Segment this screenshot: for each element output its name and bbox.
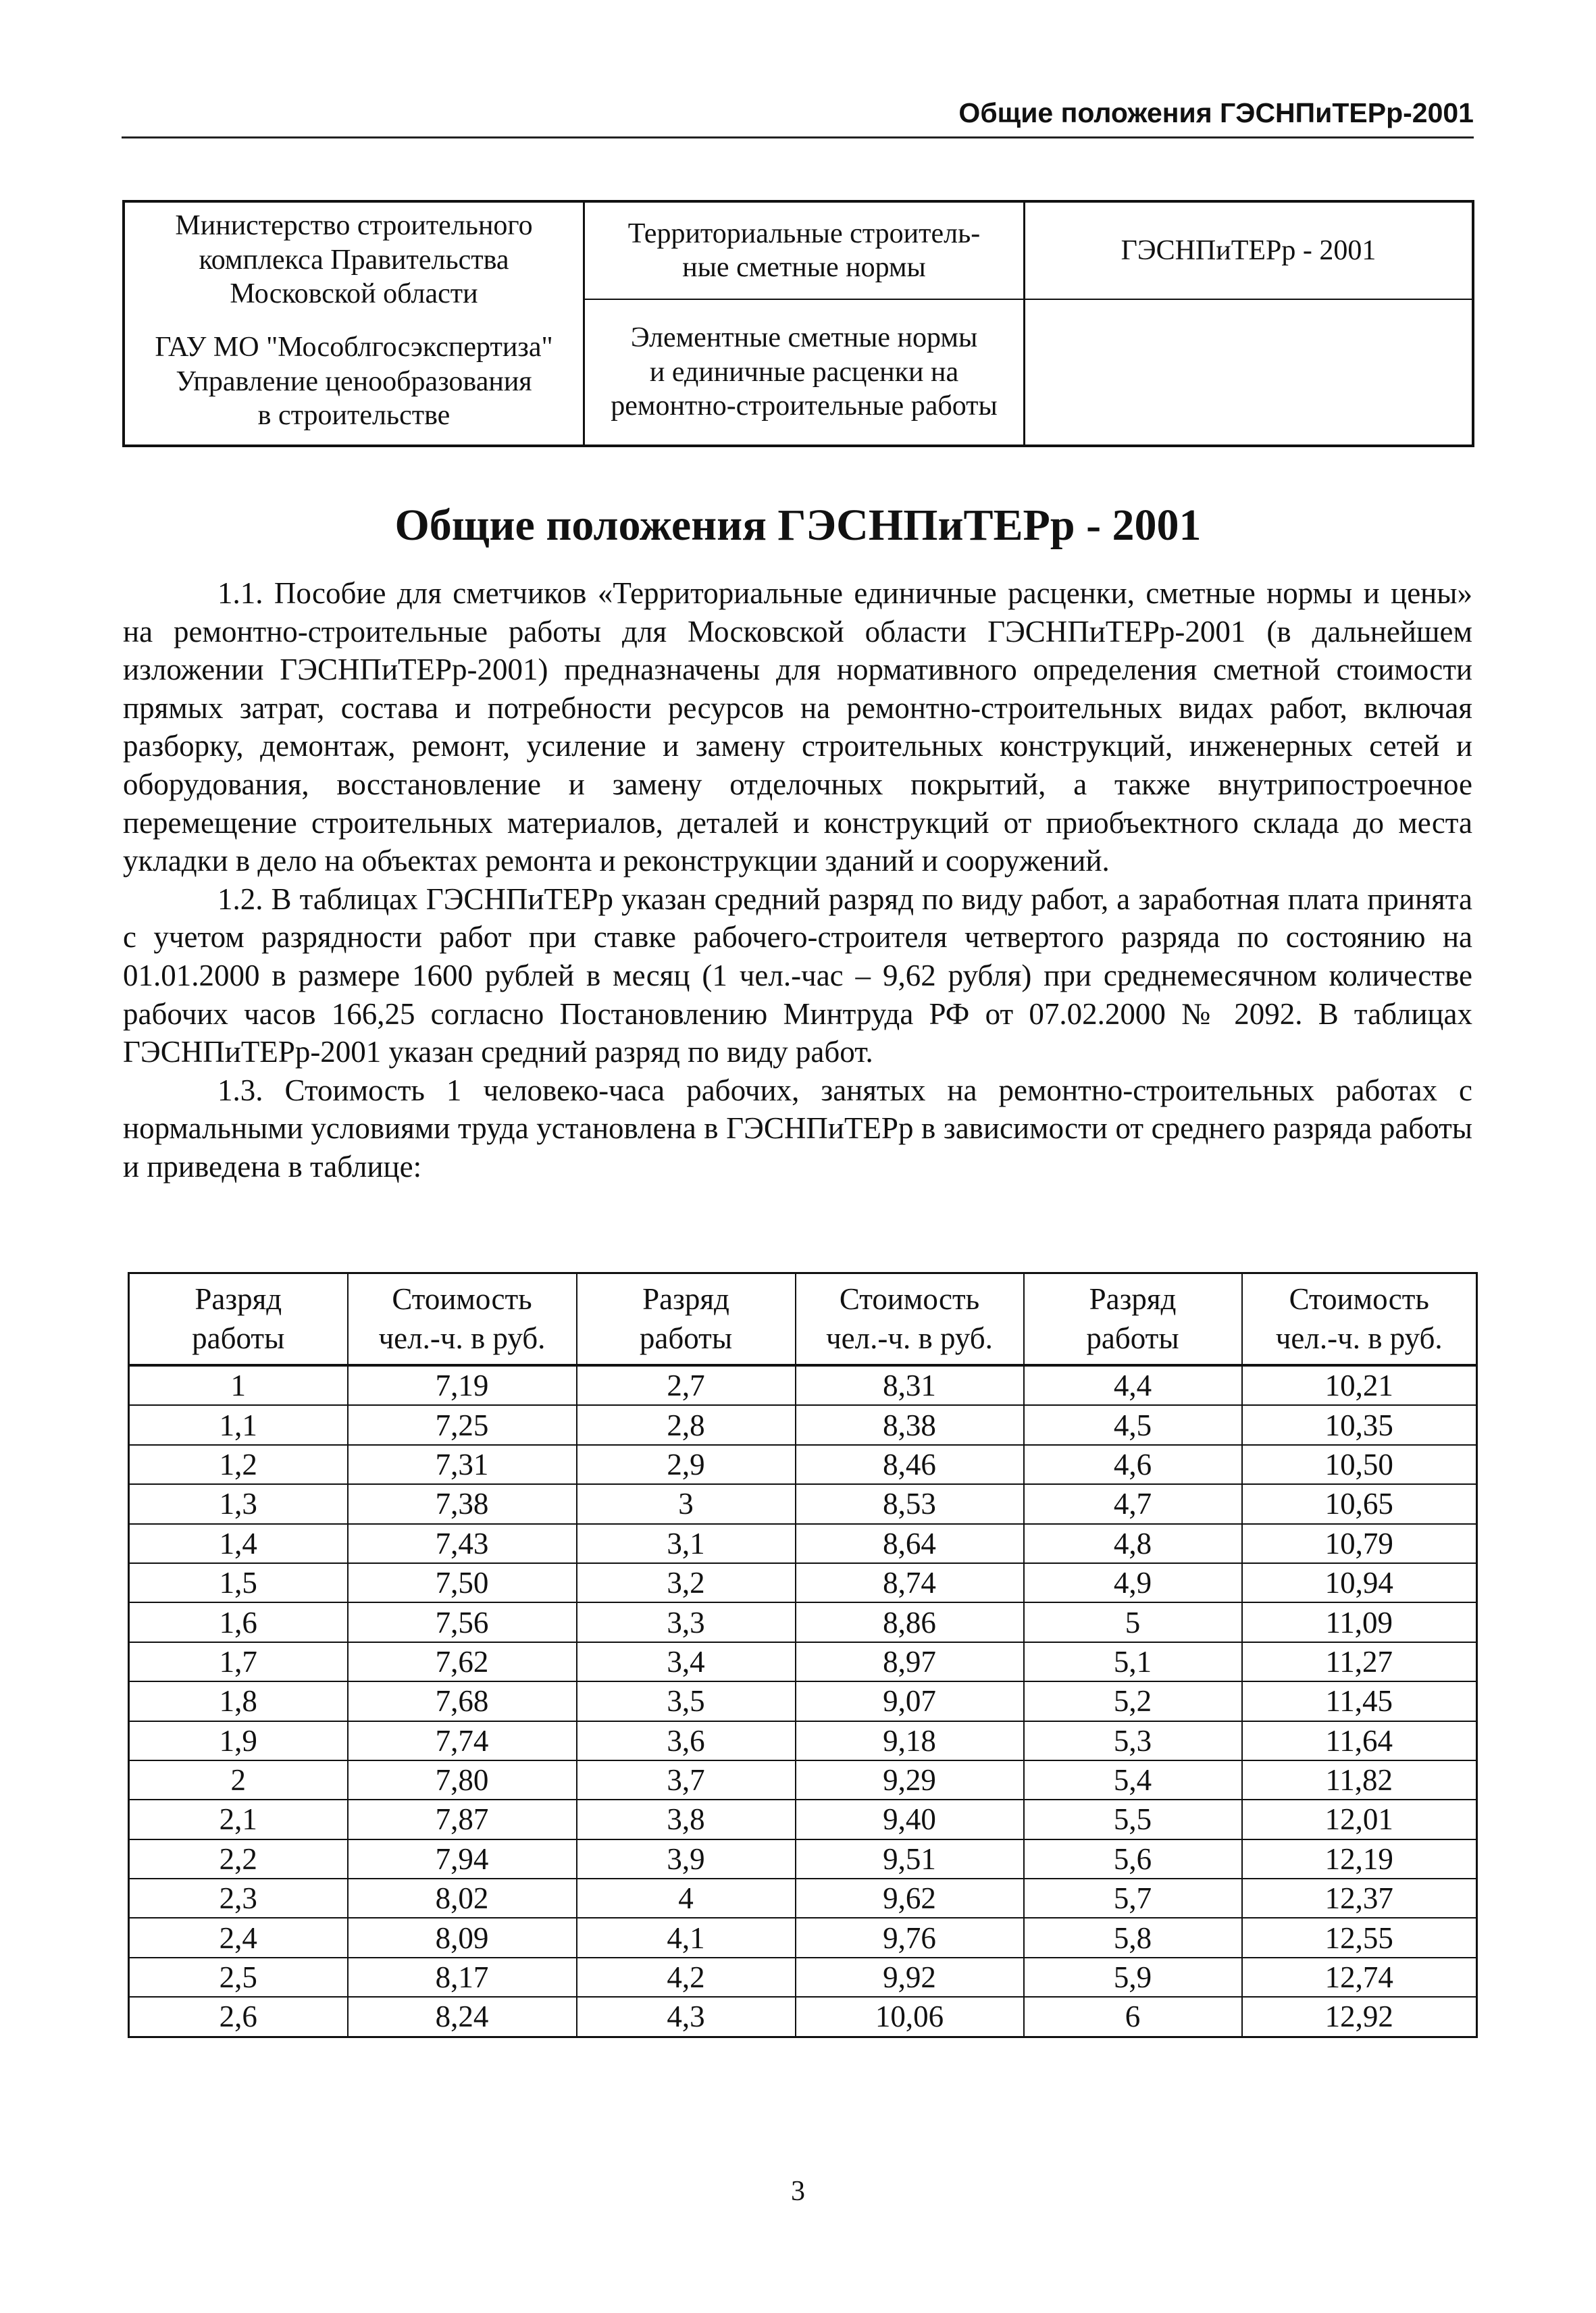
document-info-box: [122, 200, 1474, 447]
grade-cell: 3,5: [577, 1681, 796, 1721]
column-header-cost: Стоимость чел.-ч. в руб.: [1242, 1273, 1477, 1366]
grade-cell: 5,9: [1024, 1958, 1242, 1997]
grade-cell: 3,7: [577, 1760, 796, 1800]
grade-cell: 3,4: [577, 1642, 796, 1681]
cost-cell: 7,62: [348, 1642, 577, 1681]
grade-cell: 1,1: [129, 1405, 348, 1444]
grade-cell: 3,3: [577, 1602, 796, 1642]
body-text: [123, 574, 1472, 1186]
grade-cell: 5,6: [1024, 1839, 1242, 1879]
cost-cell: 11,45: [1242, 1681, 1477, 1721]
document-code: ГЭСНПиТЕРр - 2001: [1121, 234, 1376, 266]
grade-cell: 6: [1024, 1997, 1242, 2037]
document-title: Общие положения ГЭСНПиТЕРр - 2001: [394, 501, 1202, 550]
grade-cell: 2,9: [577, 1445, 796, 1484]
grade-cell: 5,4: [1024, 1760, 1242, 1800]
grade-cell: 2,8: [577, 1405, 796, 1444]
column-header-cost: Стоимость чел.-ч. в руб.: [796, 1273, 1024, 1366]
grade-cell: 4,4: [1024, 1365, 1242, 1405]
grade-cell: 2,5: [129, 1958, 348, 1997]
table-row: [129, 1405, 1477, 1444]
grade-cell: 4,8: [1024, 1524, 1242, 1563]
grade-cell: 1,5: [129, 1563, 348, 1602]
cost-cell: 8,46: [796, 1445, 1024, 1484]
grade-cell: 2: [129, 1760, 348, 1800]
cost-cell: 8,02: [348, 1879, 577, 1918]
cost-cell: 9,40: [796, 1800, 1024, 1839]
cost-cell: 7,56: [348, 1602, 577, 1642]
labor-rates-table: [128, 1272, 1478, 2038]
cost-cell: 8,97: [796, 1642, 1024, 1681]
cost-cell: 10,21: [1242, 1365, 1477, 1405]
table-row: [129, 1602, 1477, 1642]
cost-cell: 8,53: [796, 1484, 1024, 1523]
table-row: [129, 1760, 1477, 1800]
table-row: [129, 1681, 1477, 1721]
grade-cell: 1,3: [129, 1484, 348, 1523]
table-row: [129, 1839, 1477, 1879]
table-row: [129, 1879, 1477, 1918]
cost-cell: 11,09: [1242, 1602, 1477, 1642]
cost-cell: 9,51: [796, 1839, 1024, 1879]
paragraph-1-3: 1.3. Стоимость 1 человеко-часа рабочих, занятых на ремонтно-строительных работах с нормальными условиями труда установлена в ГЭСНПиТЕРр в зависимости от среднего разряда работы и приведена в таблице:: [123, 1073, 1472, 1184]
grade-cell: 4,7: [1024, 1484, 1242, 1523]
cost-cell: 9,76: [796, 1918, 1024, 1957]
cost-cell: 12,19: [1242, 1839, 1477, 1879]
table-row: [129, 1997, 1477, 2037]
grade-cell: 1,7: [129, 1642, 348, 1681]
cost-cell: 8,74: [796, 1563, 1024, 1602]
grade-cell: 5,8: [1024, 1918, 1242, 1957]
cost-cell: 10,79: [1242, 1524, 1477, 1563]
cost-cell: 10,94: [1242, 1563, 1477, 1602]
cost-cell: 12,01: [1242, 1800, 1477, 1839]
cost-cell: 9,07: [796, 1681, 1024, 1721]
grade-cell: 4,6: [1024, 1445, 1242, 1484]
grade-cell: 3,8: [577, 1800, 796, 1839]
cost-cell: 7,74: [348, 1721, 577, 1760]
grade-cell: 1,4: [129, 1524, 348, 1563]
cost-cell: 12,74: [1242, 1958, 1477, 1997]
grade-cell: 3: [577, 1484, 796, 1523]
grade-cell: 4,9: [1024, 1563, 1242, 1602]
grade-cell: 3,6: [577, 1721, 796, 1760]
grade-cell: 2,6: [129, 1997, 348, 2037]
cost-cell: 8,31: [796, 1365, 1024, 1405]
cost-cell: 7,68: [348, 1681, 577, 1721]
cost-cell: 12,55: [1242, 1918, 1477, 1957]
table-header-row: [129, 1273, 1477, 1366]
cost-cell: 9,62: [796, 1879, 1024, 1918]
cost-cell: 12,37: [1242, 1879, 1477, 1918]
grade-cell: 5,1: [1024, 1642, 1242, 1681]
elements-description: Элементные сметные нормы и единичные расценки на ремонтно-строительные работы: [611, 322, 998, 422]
cost-cell: 9,29: [796, 1760, 1024, 1800]
table-row: [129, 1524, 1477, 1563]
cost-cell: 10,06: [796, 1997, 1024, 2037]
cost-cell: 7,80: [348, 1760, 577, 1800]
cost-cell: 12,92: [1242, 1997, 1477, 2037]
cost-cell: 10,50: [1242, 1445, 1477, 1484]
running-header-title: Общие положения ГЭСНПиТЕРр-2001: [958, 97, 1474, 128]
cost-cell: 7,25: [348, 1405, 577, 1444]
cost-cell: 8,24: [348, 1997, 577, 2037]
cost-cell: 8,09: [348, 1918, 577, 1957]
grade-cell: 2,1: [129, 1800, 348, 1839]
agency-name: ГАУ МО "Мособлгосэкспертиза" Управление ценообразования в строительстве: [155, 332, 553, 432]
grade-cell: 2,4: [129, 1918, 348, 1957]
cost-cell: 7,43: [348, 1524, 577, 1563]
table-row: [129, 1958, 1477, 1997]
grade-cell: 4,1: [577, 1918, 796, 1957]
cost-cell: 8,86: [796, 1602, 1024, 1642]
grade-cell: 2,3: [129, 1879, 348, 1918]
grade-cell: 4,5: [1024, 1405, 1242, 1444]
norms-type: Территориальные строитель- ные сметные нормы: [627, 218, 981, 283]
column-header-grade: Разряд работы: [1024, 1273, 1242, 1366]
grade-cell: 3,9: [577, 1839, 796, 1879]
running-header: [122, 95, 1474, 138]
grade-cell: 5,5: [1024, 1800, 1242, 1839]
table-row: [129, 1484, 1477, 1523]
cost-cell: 8,17: [348, 1958, 577, 1997]
grade-cell: 4,3: [577, 1997, 796, 2037]
table-row: [129, 1365, 1477, 1405]
column-header-grade: Разряд работы: [577, 1273, 796, 1366]
cost-cell: 11,64: [1242, 1721, 1477, 1760]
cost-cell: 10,35: [1242, 1405, 1477, 1444]
table-row: [129, 1721, 1477, 1760]
paragraph-1-2: 1.2. В таблицах ГЭСНПиТЕРр указан средний разряд по виду работ, а заработная плата принята с учетом разрядности работ при ставке рабочего-строителя четвертого разряда по состоянию на 01.01.2000 в размере 1600 рублей в месяц (1 чел.-час – 9,62 рубля) при среднемесячном количестве рабочих часов 166,25 согласно Постановлению Минтруда РФ от 07.02.2000 № 2092. В таблицах ГЭСНПиТЕРр-2001 указан средний разряд по виду работ.: [123, 882, 1472, 1069]
cost-cell: 8,38: [796, 1405, 1024, 1444]
grade-cell: 1: [129, 1365, 348, 1405]
cost-cell: 7,94: [348, 1839, 577, 1879]
cost-cell: 7,87: [348, 1800, 577, 1839]
table-row: [129, 1642, 1477, 1681]
grade-cell: 3,1: [577, 1524, 796, 1563]
page-number: 3: [791, 2176, 805, 2207]
table-row: [129, 1800, 1477, 1839]
grade-cell: 3,2: [577, 1563, 796, 1602]
cost-cell: 7,50: [348, 1563, 577, 1602]
grade-cell: 1,8: [129, 1681, 348, 1721]
table-row: [129, 1563, 1477, 1602]
paragraph-1-1: 1.1. Пособие для сметчиков «Территориальные единичные расценки, сметные нормы и цены» на ремонтно-строительные работы для Московской области ГЭСНПиТЕРр-2001 (в дальнейшем изложении ГЭСНПиТЕРр-2001) предназначены для нормативного определения сметной стоимости прямых затрат, состава и потребности ресурсов на ремонтно-строительных видах работ, включая разборку, демонтаж, ремонт, усиление и замену строительных конструкций, инженерных сетей и оборудования, восстановление и замену отделочных покрытий, а также внутрипостроечное перемещение строительных материалов, деталей и конструкций от приобъектного склада до места укладки в дело на объектах ремонта и реконструкции зданий и сооружений.: [123, 576, 1472, 878]
cost-cell: 8,64: [796, 1524, 1024, 1563]
grade-cell: 1,6: [129, 1602, 348, 1642]
grade-cell: 5,2: [1024, 1681, 1242, 1721]
grade-cell: 5: [1024, 1602, 1242, 1642]
cost-cell: 11,27: [1242, 1642, 1477, 1681]
table-row: [129, 1445, 1477, 1484]
grade-cell: 5,3: [1024, 1721, 1242, 1760]
cost-cell: 7,31: [348, 1445, 577, 1484]
cost-cell: 11,82: [1242, 1760, 1477, 1800]
grade-cell: 1,9: [129, 1721, 348, 1760]
ministry-name: Министерство строительного комплекса Правительства Московской области: [175, 210, 533, 310]
cost-cell: 7,38: [348, 1484, 577, 1523]
cost-cell: 7,19: [348, 1365, 577, 1405]
table-row: [129, 1918, 1477, 1957]
cost-cell: 9,18: [796, 1721, 1024, 1760]
grade-cell: 2,7: [577, 1365, 796, 1405]
grade-cell: 4: [577, 1879, 796, 1918]
column-header-grade: Разряд работы: [129, 1273, 348, 1366]
cost-cell: 10,65: [1242, 1484, 1477, 1523]
cost-cell: 9,92: [796, 1958, 1024, 1997]
grade-cell: 1,2: [129, 1445, 348, 1484]
grade-cell: 2,2: [129, 1839, 348, 1879]
column-header-cost: Стоимость чел.-ч. в руб.: [348, 1273, 577, 1366]
grade-cell: 4,2: [577, 1958, 796, 1997]
grade-cell: 5,7: [1024, 1879, 1242, 1918]
